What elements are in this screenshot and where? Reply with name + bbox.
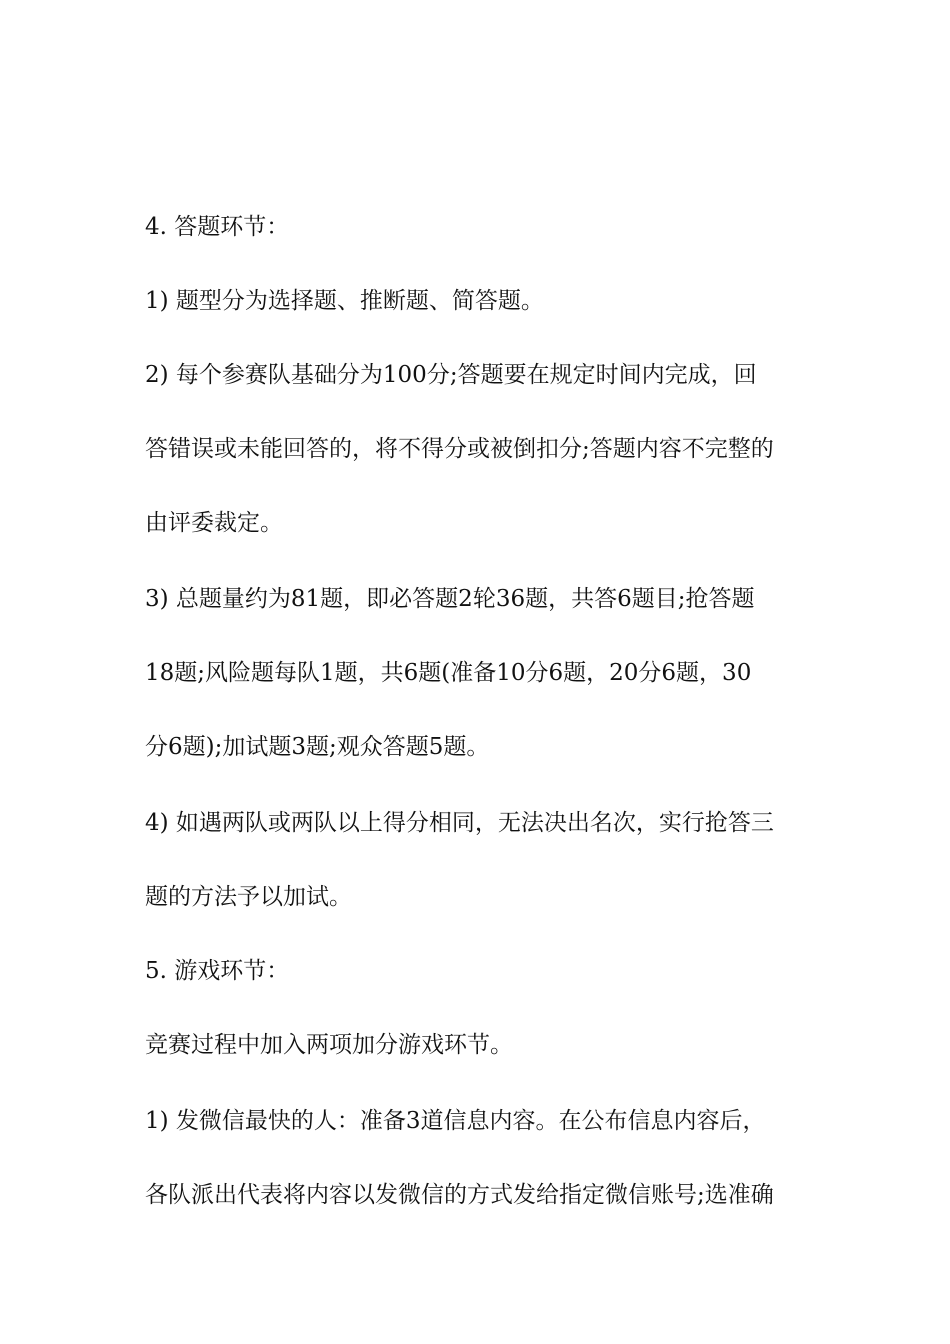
rule-question-count-line-3: 分6题);加试题3题;观众答题5题。 [145, 734, 490, 760]
rule-question-count-line-2: 18题;风险题每队1题，共6题(准备10分6题，20分6题，30 [145, 660, 752, 686]
game-wechat-line-2: 各队派出代表将内容以发微信的方式发给指定微信账号;选准确 [145, 1182, 774, 1208]
section-heading-answering: 4. 答题环节： [145, 214, 290, 240]
rule-tiebreak-line-1: 4) 如遇两队或两队以上得分相同，无法决出名次，实行抢答三 [145, 810, 774, 836]
rule-question-types: 1) 题型分为选择题、推断题、简答题。 [145, 288, 544, 314]
rule-tiebreak-line-2: 题的方法予以加试。 [145, 884, 352, 910]
section-heading-games: 5. 游戏环节： [145, 958, 290, 984]
game-wechat-line-1: 1) 发微信最快的人：准备3道信息内容。在公布信息内容后， [145, 1108, 766, 1134]
rule-question-count-line-1: 3) 总题量约为81题，即必答题2轮36题，共答6题目;抢答题 [145, 586, 755, 612]
rule-base-score-line-3: 由评委裁定。 [145, 510, 283, 536]
games-intro: 竞赛过程中加入两项加分游戏环节。 [145, 1032, 513, 1058]
rule-base-score-line-1: 2) 每个参赛队基础分为100分;答题要在规定时间内完成，回 [145, 362, 757, 388]
rule-base-score-line-2: 答错误或未能回答的，将不得分或被倒扣分;答题内容不完整的 [145, 436, 774, 462]
